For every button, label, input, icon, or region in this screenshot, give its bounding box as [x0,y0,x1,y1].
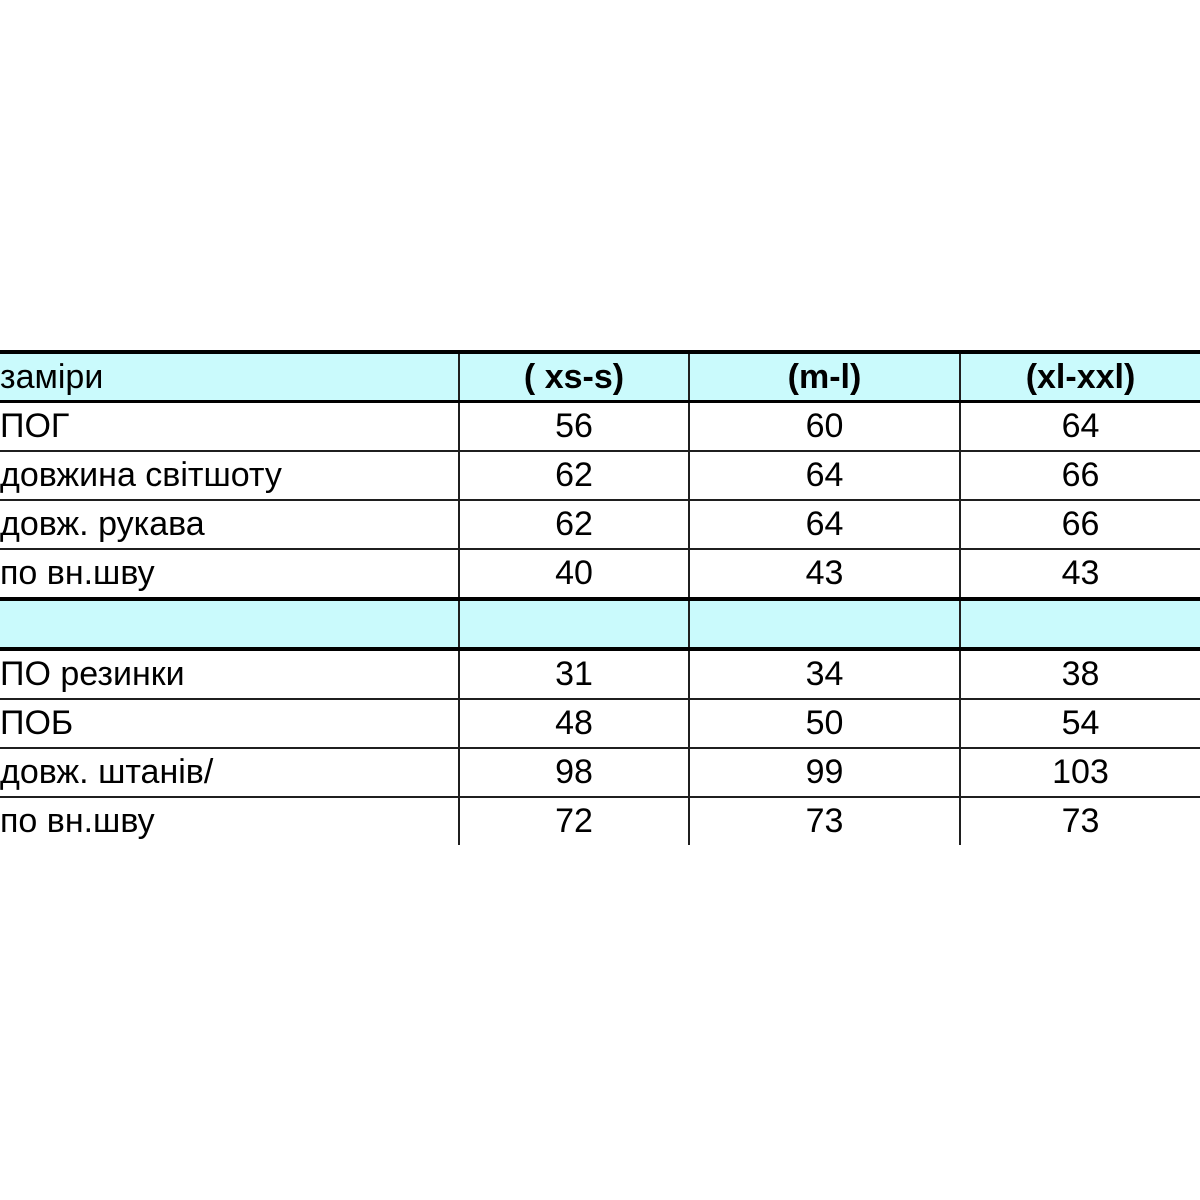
size-header-xs-s: ( xs-s) [459,352,689,402]
value-cell: 64 [1061,407,1100,445]
value-cell: 43 [689,549,960,599]
value-cell: 54 [1061,704,1100,742]
value-cell: 43 [1061,554,1100,592]
separator-cell [689,599,960,649]
value-cell: 50 [689,699,960,748]
size-header-xl-xxl: (xl-xxl) [1025,358,1136,396]
value-cell: 73 [1061,802,1100,840]
header-row [0,352,1200,402]
value-cell: 40 [459,549,689,599]
measures-header-cell: заміри [0,352,459,402]
value-cell: 31 [459,649,689,699]
row-label-cell: довж. штанів/ [0,748,459,797]
separator-row [0,599,1200,649]
value-cell: 38 [1061,655,1100,693]
value-cell: 98 [459,748,689,797]
row-label-cell: довжина світшоту [0,451,459,500]
table-row-pog [0,402,1200,452]
row-label-cell: ПОГ [0,402,459,452]
value-cell: 73 [689,797,960,845]
row-label-cell: ПОБ [0,699,459,748]
separator-cell [0,599,459,649]
table-row-inseam-bottom [0,797,1200,845]
value-cell: 48 [459,699,689,748]
table-row-sleeve-length [0,500,1200,549]
table-row-pob [0,699,1200,748]
row-label-cell: довж. рукава [0,500,459,549]
size-header-m-l: (m-l) [689,352,960,402]
table-row-elastic [0,649,1200,699]
value-cell: 62 [459,500,689,549]
size-chart-table [0,350,1200,845]
value-cell: 34 [689,649,960,699]
value-cell: 62 [459,451,689,500]
row-label-cell: ПО резинки [0,649,459,699]
value-cell: 60 [689,402,960,452]
value-cell: 64 [689,500,960,549]
separator-cell [960,599,1200,649]
value-cell: 103 [1052,753,1109,791]
row-label-cell: по вн.шву [0,549,459,599]
separator-cell [459,599,689,649]
table-row-inseam-top [0,549,1200,599]
value-cell: 99 [689,748,960,797]
value-cell: 64 [689,451,960,500]
row-label-cell: по вн.шву [0,797,459,845]
table-row-pants-length [0,748,1200,797]
value-cell: 72 [459,797,689,845]
value-cell: 56 [459,402,689,452]
value-cell: 66 [1061,505,1100,543]
table-row-sweatshirt-length [0,451,1200,500]
value-cell: 66 [1061,456,1100,494]
